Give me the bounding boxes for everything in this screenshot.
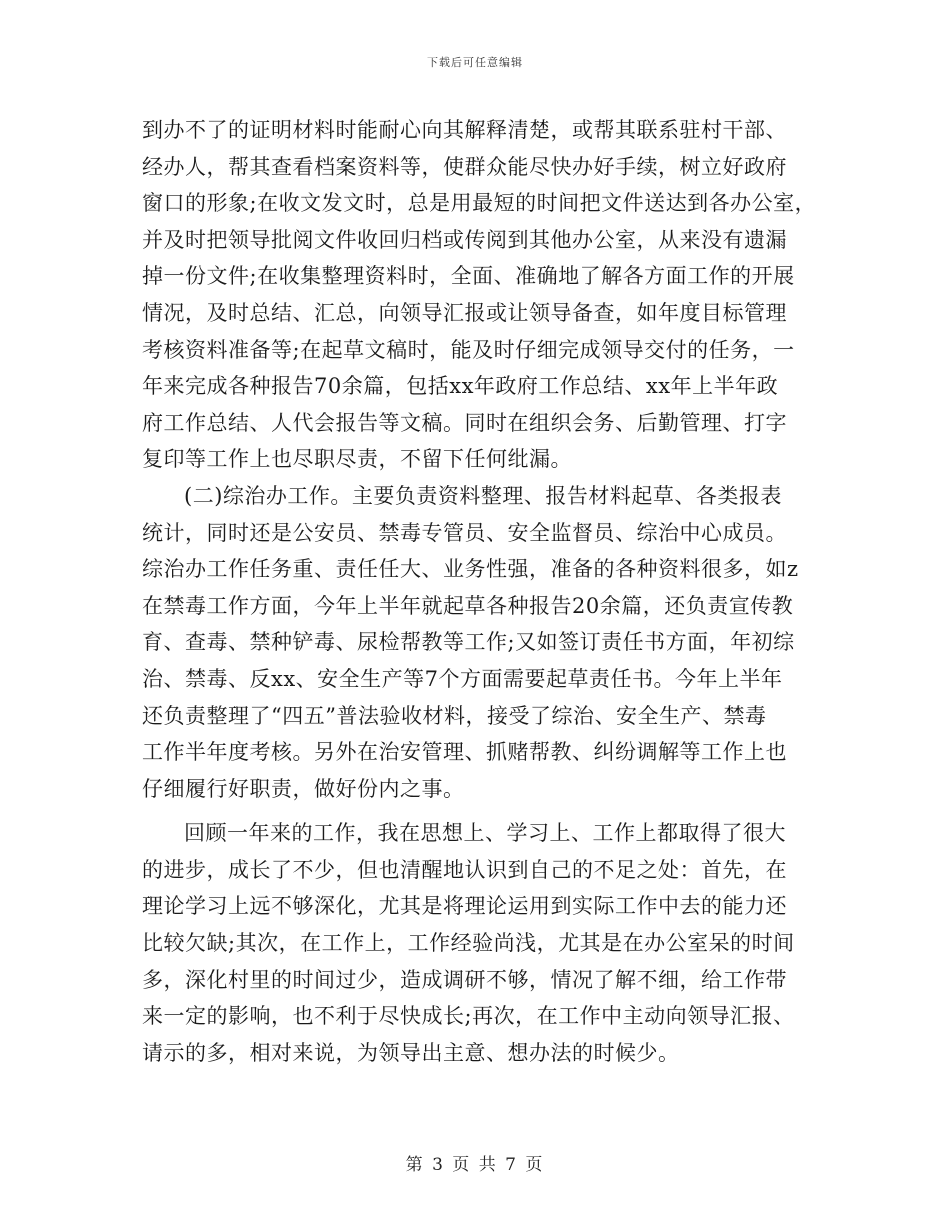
text-line: 来一定的影响，也不利于尽快成长;再次，在工作中主动向领导汇报、 — [142, 1004, 795, 1029]
text-line: 复印等工作上也尽职尽责，不留下任何纰漏。 — [142, 447, 572, 472]
document-body — [142, 112, 817, 1071]
text-line: 年来完成各种报告70余篇，包括xx年政府工作总结、xx年上半年政 — [142, 374, 779, 399]
paragraph — [142, 815, 814, 1071]
paragraph — [142, 112, 817, 478]
text-line: 综治办工作任务重、责任任大、业务性强，准备的各种资料很多，如z — [142, 557, 799, 582]
text-line: 并及时把领导批阅文件收回归档或传阅到其他办公室，从来没有遗漏 — [142, 227, 787, 252]
text-line: 多，深化村里的时间过少，造成调研不够，情况了解不细，给工作带 — [142, 967, 787, 992]
text-line: 府工作总结、人代会报告等文稿。同时在组织会务、后勤管理、打字 — [142, 410, 787, 435]
text-line: 在禁毒工作方面，今年上半年就起草各种报告20余篇，还负责宣传教 — [142, 593, 794, 618]
text-line: 的进步，成长了不少，但也清醒地认识到自己的不足之处：首先，在 — [142, 857, 787, 882]
text-line: 育、查毒、禁种铲毒、尿检帮教等工作;又如签订责任书方面，年初综 — [142, 630, 795, 655]
text-line: 回顾一年来的工作，我在思想上、学习上、工作上都取得了很大 — [184, 821, 786, 846]
text-line: 工作半年度考核。另外在治安管理、抓赌帮教、纠纷调解等工作上也 — [142, 740, 787, 765]
text-line: 还负责整理了“四五”普法验收材料，接受了综治、安全生产、禁毒 — [142, 703, 767, 728]
text-line: 窗口的形象;在收文发文时，总是用最短的时间把文件送达到各办公室， — [142, 191, 817, 216]
text-line: 理论学习上远不够深化，尤其是将理论运用到实际工作中去的能力还 — [142, 894, 787, 919]
paragraph — [142, 478, 814, 807]
text-line: 情况，及时总结、汇总，向领导汇报或让领导备查，如年度目标管理 — [142, 300, 787, 325]
page-number: 第 3 页 共 7 页 — [405, 1155, 545, 1175]
header-note: 下载后可任意编辑 — [427, 56, 523, 69]
paragraph-gap — [142, 807, 814, 815]
text-line: 比较欠缺;其次，在工作上，工作经验尚浅，尤其是在办公室呆的时间 — [142, 931, 795, 956]
text-line: (二)综治办工作。主要负责资料整理、报告材料起草、各类报表 — [184, 483, 782, 508]
text-line: 请示的多，相对来说，为领导出主意、想办法的时候少。 — [142, 1040, 680, 1065]
text-line: 掉一份文件;在收集整理资料时，全面、准确地了解各方面工作的开展 — [142, 264, 795, 289]
text-line: 到办不了的证明材料时能耐心向其解释清楚，或帮其联系驻村干部、 — [142, 118, 787, 142]
text-line: 统计，同时还是公安员、禁毒专管员、安全监督员、综治中心成员。 — [142, 520, 787, 545]
text-line: 仔细履行好职责，做好份内之事。 — [142, 776, 465, 801]
text-line: 经办人，帮其查看档案资料等，使群众能尽快办好手续，树立好政府 — [142, 154, 787, 179]
text-line: 治、禁毒、反xx、安全生产等7个方面需要起草责任书。今年上半年 — [142, 666, 783, 691]
text-line: 考核资料准备等;在起草文稿时，能及时仔细完成领导交付的任务，一 — [142, 337, 795, 362]
